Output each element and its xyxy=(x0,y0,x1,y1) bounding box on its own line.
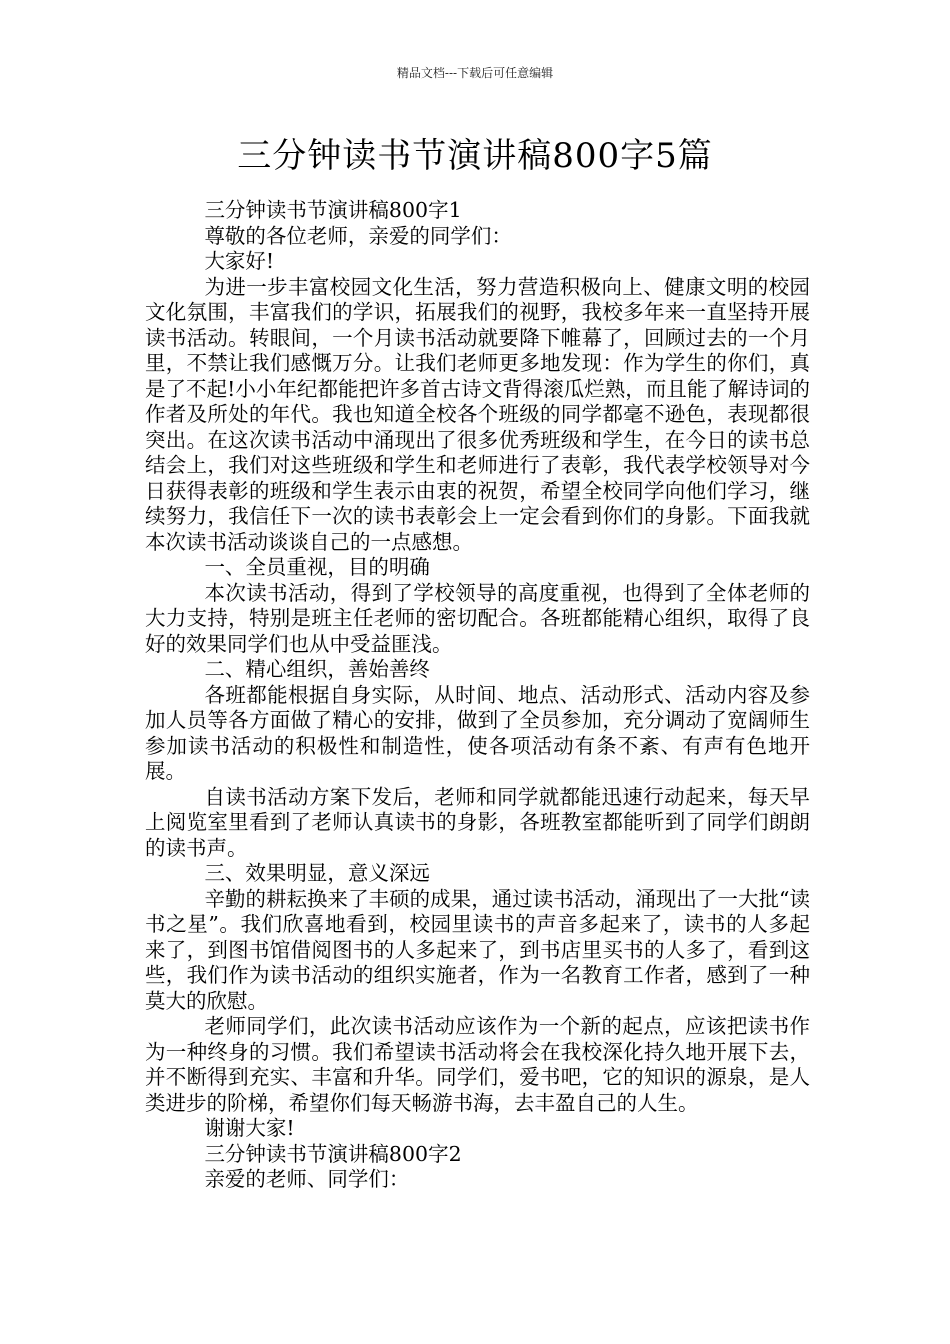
paragraph: 老师同学们，此次读书活动应该作为一个新的起点，应该把读书作为一种终身的习惯。我们希望读书活动将会在我校深化持久地开展下去，并不断得到充实、丰富和升华。同学们，爱书吧，它的知识的源泉，是人类进步的阶梯，希望你们每天畅游书海，去丰盈自己的人生。 xyxy=(145,1014,810,1115)
paragraph: 各班都能根据自身实际，从时间、地点、活动形式、活动内容及参加人员等各方面做了精心的安排，做到了全员参加，充分调动了宽阔师生参加读书活动的积极性和制造性，使各项活动有条不紊、有声有色地开展。 xyxy=(145,682,810,783)
closing: 谢谢大家! xyxy=(204,1116,295,1140)
paragraph: 为进一步丰富校园文化生活，努力营造积极向上、健康文明的校园文化氛围，丰富我们的学识，拓展我们的视野，我校多年来一直坚持开展读书活动。转眼间，一个月读书活动就要降下帷幕了，回顾过去的一个月里，不禁让我们感慨万分。让我们老师更多地发现：作为学生的你们，真是了不起!小小年纪都能把许多首古诗文背得滚瓜烂熟，而且能了解诗词的作者及所处的年代。我也知道全校各个班级的同学都毫不逊色，表现都很突出。在这次读书活动中涌现出了很多优秀班级和学生，在今日的读书总结会上，我们对这些班级和学生和老师进行了表彰，我代表学校领导对今日获得表彰的班级和学生表示由衷的祝贺，希望全校同学向他们学习，继续努力，我信任下一次的读书表彰会上一定会看到你们的身影。下面我就本次读书活动谈谈自己的一点感想。 xyxy=(145,274,810,554)
paragraph: 自读书活动方案下发后，老师和同学就都能迅速行动起来，每天早上阅览室里看到了老师认真读书的身影，各班教室都能听到了同学们朗朗的读书声。 xyxy=(145,784,810,860)
document-title: 三分钟读书节演讲稿800字5篇 xyxy=(237,136,713,176)
subheading-3: 三、效果明显，意义深远 xyxy=(204,861,430,885)
subheading-2: 二、精心组织，善始善终 xyxy=(204,657,430,681)
paragraph: 辛勤的耕耘换来了丰硕的成果，通过读书活动，涌现出了一大批“读书之星”。我们欣喜地看到，校园里读书的声音多起来了，读书的人多起来了，到图书馆借阅图书的人多起来了，到书店里买书的人多了，看到这些，我们作为读书活动的组织实施者，作为一名教育工作者，感到了一种莫大的欣慰。 xyxy=(145,886,810,1013)
document-body xyxy=(145,198,810,1193)
section-heading-2: 三分钟读书节演讲稿800字2 xyxy=(204,1141,462,1166)
salutation: 尊敬的各位老师，亲爱的同学们： xyxy=(204,223,512,248)
paragraph: 本次读书活动，得到了学校领导的高度重视，也得到了全体老师的大力支持，特别是班主任老师的密切配合。各班都能精心组织，取得了良好的效果同学们也从中受益匪浅。 xyxy=(145,580,810,656)
salutation: 亲爱的老师、同学们： xyxy=(204,1167,410,1191)
section-heading-1: 三分钟读书节演讲稿800字1 xyxy=(204,198,462,222)
page-header: 精品文档---下载后可任意编辑 xyxy=(396,66,554,80)
subheading-1: 一、全员重视，目的明确 xyxy=(204,555,430,579)
greeting: 大家好! xyxy=(204,249,275,273)
